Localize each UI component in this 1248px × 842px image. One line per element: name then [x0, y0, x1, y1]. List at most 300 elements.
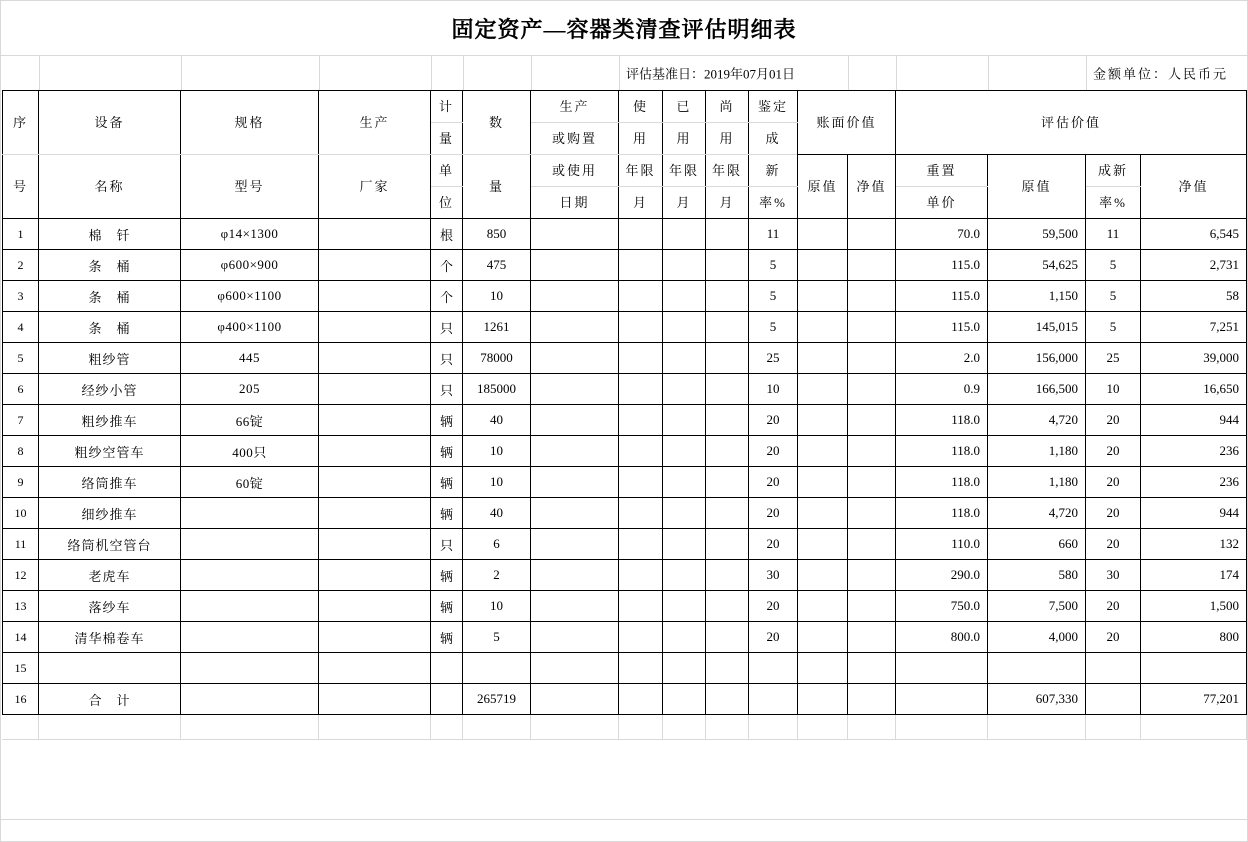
- cell-qty: 78000: [463, 343, 531, 374]
- currency-unit-label: 金额单位：人民币元: [1093, 66, 1229, 82]
- cell-book_orig: [798, 250, 848, 281]
- table-row: [3, 374, 1247, 405]
- cell-rate: 30: [749, 560, 798, 591]
- grid-divider: [430, 715, 431, 739]
- cell-book_net: [848, 591, 896, 622]
- cell-net: [1141, 653, 1247, 684]
- cell-name: 粗纱推车: [39, 405, 181, 436]
- cell-unit: [431, 653, 463, 684]
- cell-unit: 辆: [431, 560, 463, 591]
- cell-remain_m: [706, 498, 749, 529]
- cell-new_rate: 20: [1086, 622, 1141, 653]
- cell-no: 16: [3, 684, 39, 715]
- header-appraise-rate-2: 成: [749, 123, 798, 155]
- table-row: [3, 560, 1247, 591]
- cell-no: 1: [3, 219, 39, 250]
- cell-remain_m: [706, 684, 749, 715]
- cell-name: 合 计: [39, 684, 181, 715]
- cell-qty: 1261: [463, 312, 531, 343]
- cell-orig: 7,500: [988, 591, 1086, 622]
- header-remain-years-4: 月: [706, 187, 749, 219]
- cell-maker: [319, 219, 431, 250]
- cell-spec: [181, 591, 319, 622]
- cell-use_m: [619, 529, 663, 560]
- grid-divider: [618, 715, 619, 739]
- grid-divider: [619, 56, 620, 90]
- cell-net: 1,500: [1141, 591, 1247, 622]
- cell-qty: 5: [463, 622, 531, 653]
- assessment-table: [2, 90, 1247, 715]
- cell-used_m: [663, 281, 706, 312]
- cell-name: 粗纱管: [39, 343, 181, 374]
- cell-used_m: [663, 219, 706, 250]
- header-unit-1: 计: [431, 91, 463, 123]
- grid-divider: [848, 56, 849, 90]
- cell-name: 络筒推车: [39, 467, 181, 498]
- header-date-2: 或购置: [531, 123, 619, 155]
- cell-new_rate: 10: [1086, 374, 1141, 405]
- cell-maker: [319, 591, 431, 622]
- cell-used_m: [663, 529, 706, 560]
- cell-orig: 4,720: [988, 498, 1086, 529]
- cell-price: 118.0: [896, 467, 988, 498]
- cell-rate: 20: [749, 529, 798, 560]
- cell-new_rate: 30: [1086, 560, 1141, 591]
- cell-date: [531, 436, 619, 467]
- grid-divider: [847, 715, 848, 739]
- cell-no: 4: [3, 312, 39, 343]
- empty-grid-row: [2, 715, 1247, 740]
- cell-rate: 5: [749, 281, 798, 312]
- cell-name: 经纱小管: [39, 374, 181, 405]
- cell-spec: 66锭: [181, 405, 319, 436]
- cell-unit: 辆: [431, 436, 463, 467]
- cell-used_m: [663, 467, 706, 498]
- cell-remain_m: [706, 343, 749, 374]
- cell-spec: φ14×1300: [181, 219, 319, 250]
- cell-book_net: [848, 219, 896, 250]
- grid-divider: [895, 715, 896, 739]
- cell-no: 9: [3, 467, 39, 498]
- cell-remain_m: [706, 219, 749, 250]
- cell-unit: 辆: [431, 405, 463, 436]
- header-eval-net: 净值: [1141, 155, 1247, 219]
- cell-net: 944: [1141, 498, 1247, 529]
- cell-use_m: [619, 591, 663, 622]
- cell-maker: [319, 436, 431, 467]
- cell-no: 5: [3, 343, 39, 374]
- cell-orig: 660: [988, 529, 1086, 560]
- table-row: [3, 591, 1247, 622]
- cell-net: 58: [1141, 281, 1247, 312]
- cell-use_m: [619, 436, 663, 467]
- cell-net: 236: [1141, 467, 1247, 498]
- header-used-years-4: 月: [663, 187, 706, 219]
- cell-spec: [181, 653, 319, 684]
- table-body: [3, 219, 1247, 715]
- grid-divider: [988, 56, 989, 90]
- header-seq-bottom: 号: [3, 155, 39, 219]
- cell-date: [531, 405, 619, 436]
- grid-divider: [38, 715, 39, 739]
- cell-orig: 59,500: [988, 219, 1086, 250]
- cell-no: 2: [3, 250, 39, 281]
- cell-net: 39,000: [1141, 343, 1247, 374]
- header-eval-orig: 原值: [988, 155, 1086, 219]
- cell-new_rate: 20: [1086, 436, 1141, 467]
- cell-spec: 445: [181, 343, 319, 374]
- header-book-orig: 原值: [798, 155, 848, 219]
- cell-qty: 475: [463, 250, 531, 281]
- grid-divider: [987, 715, 988, 739]
- cell-rate: [749, 684, 798, 715]
- grid-divider: [463, 56, 464, 90]
- cell-use_m: [619, 653, 663, 684]
- cell-use_m: [619, 281, 663, 312]
- header-remain-years-2: 用: [706, 123, 749, 155]
- title-row: [1, 1, 1247, 56]
- header-appraise-rate-1: 鉴定: [749, 91, 798, 123]
- cell-orig: 4,000: [988, 622, 1086, 653]
- cell-no: 8: [3, 436, 39, 467]
- cell-name: 条 桶: [39, 250, 181, 281]
- cell-new_rate: 25: [1086, 343, 1141, 374]
- cell-book_net: [848, 529, 896, 560]
- cell-spec: φ400×1100: [181, 312, 319, 343]
- cell-date: [531, 591, 619, 622]
- cell-orig: 1,180: [988, 467, 1086, 498]
- header-use-years-2: 用: [619, 123, 663, 155]
- cell-price: 0.9: [896, 374, 988, 405]
- cell-book_orig: [798, 219, 848, 250]
- cell-rate: 20: [749, 498, 798, 529]
- table-row: [3, 312, 1247, 343]
- cell-net: 944: [1141, 405, 1247, 436]
- header-repl-price-top: 重置: [896, 155, 988, 187]
- cell-new_rate: 11: [1086, 219, 1141, 250]
- cell-used_m: [663, 374, 706, 405]
- header-spec-bottom: 型号: [181, 155, 319, 219]
- cell-qty: 6: [463, 529, 531, 560]
- cell-maker: [319, 281, 431, 312]
- cell-date: [531, 560, 619, 591]
- table-row: [3, 250, 1247, 281]
- header-appraise-rate-3: 新: [749, 155, 798, 187]
- cell-use_m: [619, 250, 663, 281]
- cell-maker: [319, 312, 431, 343]
- cell-used_m: [663, 343, 706, 374]
- cell-book_orig: [798, 312, 848, 343]
- cell-net: 6,545: [1141, 219, 1247, 250]
- grid-divider: [319, 56, 320, 90]
- cell-book_net: [848, 436, 896, 467]
- grid-divider: [705, 715, 706, 739]
- cell-no: 12: [3, 560, 39, 591]
- cell-new_rate: 5: [1086, 250, 1141, 281]
- header-unit-4: 位: [431, 187, 463, 219]
- cell-no: 10: [3, 498, 39, 529]
- grid-divider: [318, 715, 319, 739]
- cell-remain_m: [706, 405, 749, 436]
- cell-net: 174: [1141, 560, 1247, 591]
- cell-remain_m: [706, 374, 749, 405]
- cell-name: 条 桶: [39, 281, 181, 312]
- table-row: [3, 467, 1247, 498]
- cell-no: 15: [3, 653, 39, 684]
- table-header: [3, 91, 1247, 219]
- base-date-label: 评估基准日：2019年07月01日: [626, 66, 796, 82]
- cell-net: 800: [1141, 622, 1247, 653]
- cell-name: 落纱车: [39, 591, 181, 622]
- cell-name: [39, 653, 181, 684]
- cell-book_orig: [798, 436, 848, 467]
- table-row: [3, 684, 1247, 715]
- header-eval-rate-bottom: 率%: [1086, 187, 1141, 219]
- cell-orig: 156,000: [988, 343, 1086, 374]
- cell-new_rate: 20: [1086, 498, 1141, 529]
- header-date-1: 生产: [531, 91, 619, 123]
- cell-orig: [988, 653, 1086, 684]
- cell-maker: [319, 250, 431, 281]
- cell-price: 115.0: [896, 312, 988, 343]
- cell-book_orig: [798, 467, 848, 498]
- header-device-top: 设备: [39, 91, 181, 155]
- grid-divider: [180, 715, 181, 739]
- cell-name: 粗纱空管车: [39, 436, 181, 467]
- cell-qty: 10: [463, 281, 531, 312]
- cell-qty: 40: [463, 405, 531, 436]
- cell-orig: 607,330: [988, 684, 1086, 715]
- cell-unit: 只: [431, 312, 463, 343]
- cell-unit: 个: [431, 281, 463, 312]
- header-maker-bottom: 厂家: [319, 155, 431, 219]
- cell-spec: [181, 622, 319, 653]
- grid-divider: [531, 56, 532, 90]
- cell-no: 13: [3, 591, 39, 622]
- cell-unit: 只: [431, 374, 463, 405]
- cell-book_net: [848, 498, 896, 529]
- cell-unit: 辆: [431, 498, 463, 529]
- cell-used_m: [663, 498, 706, 529]
- cell-rate: 20: [749, 467, 798, 498]
- cell-book_orig: [798, 560, 848, 591]
- cell-book_orig: [798, 622, 848, 653]
- grid-divider: [530, 715, 531, 739]
- cell-book_net: [848, 560, 896, 591]
- cell-net: 7,251: [1141, 312, 1247, 343]
- cell-qty: 10: [463, 467, 531, 498]
- header-qty-bottom: 量: [463, 155, 531, 219]
- table-row: [3, 498, 1247, 529]
- cell-book_orig: [798, 529, 848, 560]
- cell-date: [531, 467, 619, 498]
- cell-no: 7: [3, 405, 39, 436]
- cell-use_m: [619, 560, 663, 591]
- cell-spec: φ600×900: [181, 250, 319, 281]
- cell-rate: 5: [749, 250, 798, 281]
- cell-date: [531, 374, 619, 405]
- header-eval-value-group: 评估价值: [896, 91, 1247, 155]
- cell-price: 118.0: [896, 405, 988, 436]
- cell-unit: 个: [431, 250, 463, 281]
- cell-use_m: [619, 343, 663, 374]
- grid-divider: [748, 715, 749, 739]
- cell-book_orig: [798, 498, 848, 529]
- header-remain-years-1: 尚: [706, 91, 749, 123]
- cell-use_m: [619, 312, 663, 343]
- cell-use_m: [619, 498, 663, 529]
- cell-book_net: [848, 312, 896, 343]
- cell-remain_m: [706, 560, 749, 591]
- header-eval-rate-top: 成新: [1086, 155, 1141, 187]
- cell-remain_m: [706, 250, 749, 281]
- cell-price: 2.0: [896, 343, 988, 374]
- cell-book_net: [848, 374, 896, 405]
- cell-name: 络筒机空管台: [39, 529, 181, 560]
- header-date-4: 日期: [531, 187, 619, 219]
- grid-divider: [1246, 715, 1247, 739]
- cell-maker: [319, 343, 431, 374]
- cell-no: 14: [3, 622, 39, 653]
- cell-net: 132: [1141, 529, 1247, 560]
- cell-date: [531, 250, 619, 281]
- cell-book_net: [848, 622, 896, 653]
- cell-maker: [319, 374, 431, 405]
- cell-price: 115.0: [896, 250, 988, 281]
- cell-rate: [749, 653, 798, 684]
- cell-remain_m: [706, 529, 749, 560]
- grid-divider: [39, 56, 40, 90]
- cell-orig: 580: [988, 560, 1086, 591]
- cell-qty: [463, 653, 531, 684]
- cell-new_rate: 5: [1086, 281, 1141, 312]
- cell-net: 16,650: [1141, 374, 1247, 405]
- cell-qty: 850: [463, 219, 531, 250]
- header-repl-price-bottom: 单价: [896, 187, 988, 219]
- cell-use_m: [619, 374, 663, 405]
- cell-book_net: [848, 467, 896, 498]
- cell-price: [896, 653, 988, 684]
- sheet-title: 固定资产—容器类清查评估明细表: [451, 16, 797, 42]
- cell-name: 细纱推车: [39, 498, 181, 529]
- cell-used_m: [663, 250, 706, 281]
- cell-use_m: [619, 405, 663, 436]
- cell-spec: [181, 684, 319, 715]
- cell-new_rate: 20: [1086, 467, 1141, 498]
- cell-book_orig: [798, 653, 848, 684]
- cell-qty: 40: [463, 498, 531, 529]
- cell-unit: 辆: [431, 622, 463, 653]
- cell-used_m: [663, 312, 706, 343]
- cell-date: [531, 219, 619, 250]
- cell-used_m: [663, 684, 706, 715]
- table-row: [3, 281, 1247, 312]
- header-use-years-1: 使: [619, 91, 663, 123]
- cell-remain_m: [706, 467, 749, 498]
- grid-divider: [181, 56, 182, 90]
- header-use-years-4: 月: [619, 187, 663, 219]
- cell-unit: 辆: [431, 467, 463, 498]
- cell-rate: 5: [749, 312, 798, 343]
- cell-maker: [319, 467, 431, 498]
- cell-price: 750.0: [896, 591, 988, 622]
- cell-book_orig: [798, 281, 848, 312]
- cell-maker: [319, 653, 431, 684]
- cell-spec: 205: [181, 374, 319, 405]
- cell-maker: [319, 560, 431, 591]
- cell-rate: 20: [749, 405, 798, 436]
- header-unit-2: 量: [431, 123, 463, 155]
- cell-spec: 60锭: [181, 467, 319, 498]
- cell-maker: [319, 622, 431, 653]
- cell-price: [896, 684, 988, 715]
- header-seq-top: 序: [3, 91, 39, 155]
- cell-book_orig: [798, 591, 848, 622]
- header-qty-top: 数: [463, 91, 531, 155]
- cell-name: 条 桶: [39, 312, 181, 343]
- header-maker-top: 生产: [319, 91, 431, 155]
- cell-spec: [181, 529, 319, 560]
- cell-date: [531, 684, 619, 715]
- cell-spec: φ600×1100: [181, 281, 319, 312]
- header-book-net: 净值: [848, 155, 896, 219]
- cell-unit: [431, 684, 463, 715]
- table-row: [3, 529, 1247, 560]
- header-unit-3: 单: [431, 155, 463, 187]
- header-appraise-rate-4: 率%: [749, 187, 798, 219]
- cell-qty: 2: [463, 560, 531, 591]
- grid-divider: [431, 56, 432, 90]
- cell-qty: 10: [463, 591, 531, 622]
- cell-unit: 辆: [431, 591, 463, 622]
- cell-spec: [181, 498, 319, 529]
- grid-divider: [896, 56, 897, 90]
- header-remain-years-3: 年限: [706, 155, 749, 187]
- blank-area: [1, 740, 1247, 820]
- cell-qty: 185000: [463, 374, 531, 405]
- cell-new_rate: 5: [1086, 312, 1141, 343]
- cell-orig: 4,720: [988, 405, 1086, 436]
- grid-divider: [1086, 56, 1087, 90]
- cell-name: 棉 钎: [39, 219, 181, 250]
- cell-used_m: [663, 653, 706, 684]
- cell-date: [531, 312, 619, 343]
- cell-new_rate: 20: [1086, 591, 1141, 622]
- cell-remain_m: [706, 312, 749, 343]
- cell-used_m: [663, 591, 706, 622]
- cell-price: 110.0: [896, 529, 988, 560]
- cell-book_orig: [798, 343, 848, 374]
- cell-new_rate: [1086, 653, 1141, 684]
- table-row: [3, 622, 1247, 653]
- cell-date: [531, 343, 619, 374]
- cell-qty: 10: [463, 436, 531, 467]
- cell-remain_m: [706, 622, 749, 653]
- cell-price: 118.0: [896, 436, 988, 467]
- cell-book_net: [848, 343, 896, 374]
- cell-use_m: [619, 684, 663, 715]
- cell-maker: [319, 684, 431, 715]
- cell-remain_m: [706, 281, 749, 312]
- cell-qty: 265719: [463, 684, 531, 715]
- cell-no: 6: [3, 374, 39, 405]
- header-use-years-3: 年限: [619, 155, 663, 187]
- cell-book_net: [848, 684, 896, 715]
- cell-date: [531, 281, 619, 312]
- cell-remain_m: [706, 591, 749, 622]
- header-used-years-2: 用: [663, 123, 706, 155]
- cell-book_net: [848, 281, 896, 312]
